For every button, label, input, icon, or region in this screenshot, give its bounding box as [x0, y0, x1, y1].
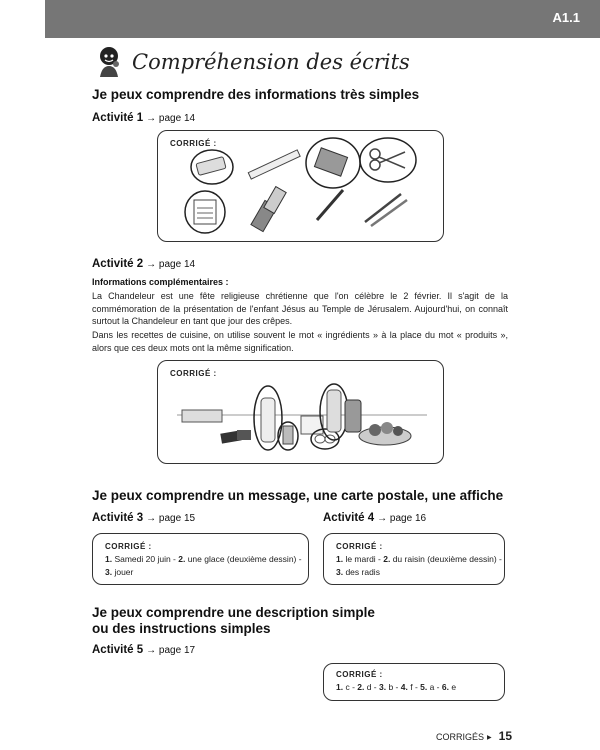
activity5-title	[92, 644, 195, 656]
corrige-label: CORRIGÉ :	[170, 139, 217, 148]
part3-heading	[92, 605, 375, 637]
part3-heading-line1: Je peux comprendre une description simple	[92, 605, 375, 620]
activity3-answers: 1. Samedi 20 juin - 2. une glace (deuxième dessin) - 3. jouer	[105, 554, 302, 577]
activity5-page: → page 17	[146, 645, 196, 656]
level-label: A1.1	[552, 10, 580, 25]
activity4-title	[323, 512, 426, 524]
part3-heading-line2: ou des instructions simples	[92, 621, 271, 636]
header-band	[45, 0, 600, 38]
corrige-label: CORRIGÉ :	[170, 369, 217, 378]
activity2-title	[92, 258, 195, 270]
footer-label: CORRIGÉS	[436, 732, 485, 742]
pencils-icon	[365, 194, 407, 226]
activity2-label: Activité 2	[92, 258, 144, 270]
activity3-page: → page 15	[146, 513, 196, 524]
info-paragraph-2: Dans les recettes de cuisine, on utilise souvent le mot « ingrédients » à la place du mot « produits », alors que ces deux mots ont la même signification.	[92, 330, 508, 353]
activity1-illustrations	[157, 130, 442, 240]
activity1-label: Activité 1	[92, 112, 144, 124]
part2-heading: Je peux comprendre un message, une carte postale, une affiche	[92, 488, 504, 503]
info-paragraph-1: La Chandeleur est une fête religieuse chrétienne que l'on célèbre le 2 février. Il s'agit de la commémoration de la présentation de l'enfant Jésus au Temple de Jérusalem. Aujourd'hui, on connaît surtout la Chandeleur en tant que jour des crêpes.	[92, 291, 508, 326]
activity4-page: → page 16	[377, 513, 427, 524]
fruit-bowl-icon	[359, 422, 411, 445]
activity3-title	[92, 512, 195, 524]
info-heading: Informations complémentaires :	[92, 277, 229, 287]
page-number: 15	[498, 729, 512, 743]
glue-tube-icon	[251, 187, 286, 232]
activity5-corrige-box	[323, 663, 505, 701]
page-footer	[436, 729, 512, 743]
activity2-illustrations	[157, 360, 442, 462]
corrige-label: CORRIGÉ :	[336, 542, 383, 551]
activity3-corrige-box	[92, 533, 309, 585]
corrige-label: CORRIGÉ :	[105, 542, 152, 551]
activity3-label: Activité 3	[92, 512, 144, 524]
ruler-icon	[248, 150, 300, 179]
triangle-icon: ▶	[487, 735, 492, 742]
corrige-label: CORRIGÉ :	[336, 670, 383, 679]
activity4-corrige-box	[323, 533, 505, 585]
activity4-label: Activité 4	[323, 512, 375, 524]
person-thinking-icon	[92, 44, 126, 78]
chocolate-icon	[220, 430, 251, 444]
activity4-answers: 1. le mardi - 2. du raisin (deuxième dessin) - 3. des radis	[336, 554, 502, 577]
pen-icon	[317, 190, 343, 220]
jar-icon	[345, 400, 361, 432]
activity5-label: Activité 5	[92, 644, 144, 656]
flour-icon	[182, 410, 222, 422]
part1-heading: Je peux comprendre des informations très simples	[92, 87, 420, 102]
activity2-page: → page 14	[146, 259, 196, 270]
activity1-page: → page 14	[146, 113, 196, 124]
activity5-answers: 1. c - 2. d - 3. b - 4. f - 5. a - 6. e	[336, 682, 457, 692]
activity1-title	[92, 112, 195, 124]
section-title: Compréhension des écrits	[132, 50, 410, 74]
